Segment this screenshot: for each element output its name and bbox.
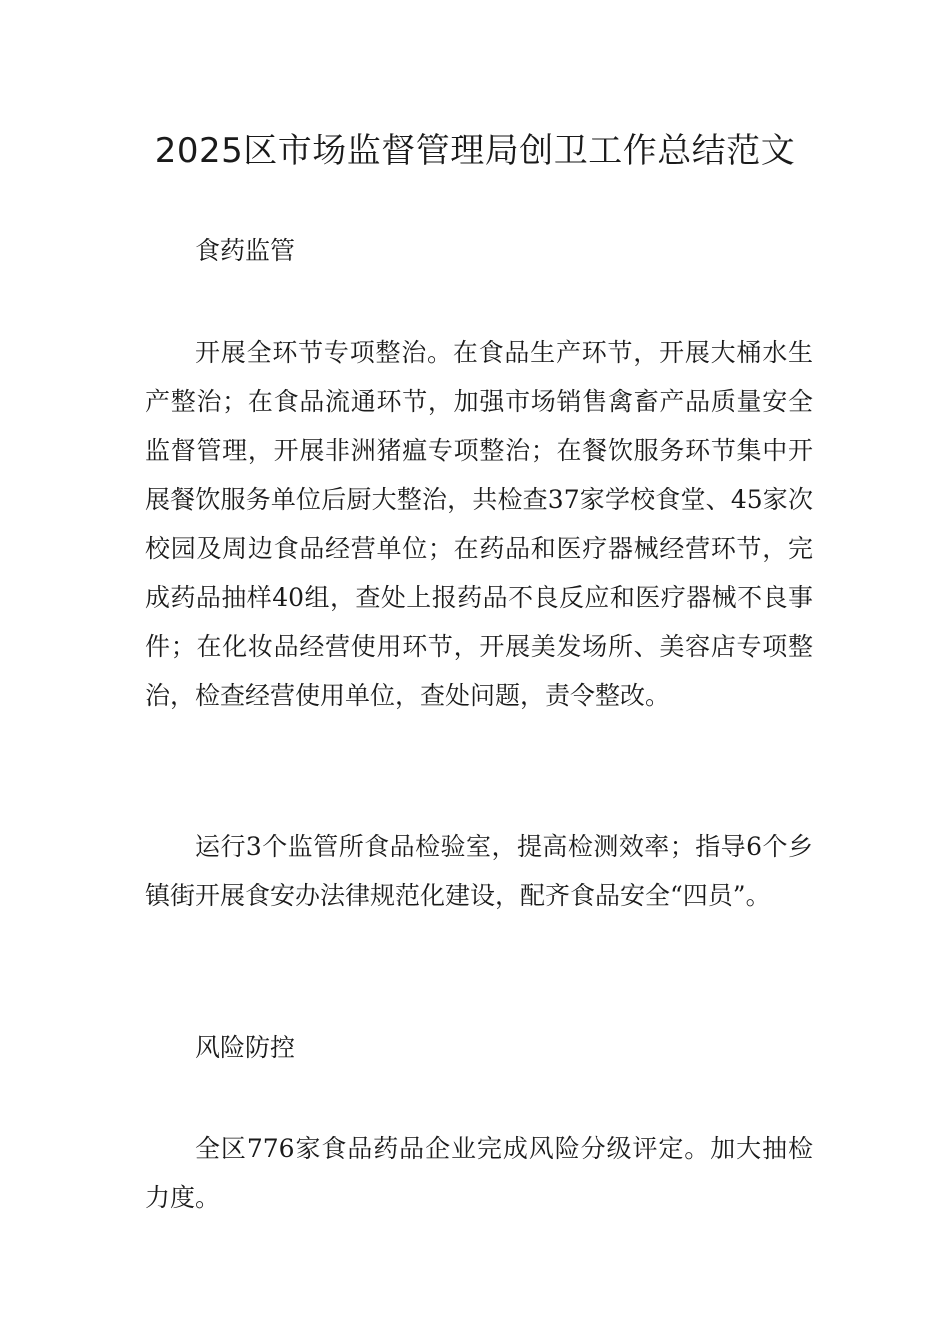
paragraph-risk-grading: 全区776家食品药品企业完成风险分级评定。加大抽检力度。	[145, 1134, 813, 1212]
document-title: 2025区市场监督管理局创卫工作总结范文	[154, 131, 796, 171]
section-heading-food-drug: 食药监管	[195, 236, 296, 265]
section-heading-risk-control: 风险防控	[195, 1033, 296, 1062]
paragraph-special-rectification: 开展全环节专项整治。在食品生产环节，开展大桶水生产整治；在食品流通环节，加强市场销售禽畜产品质量安全监督管理，开展非洲猪瘟专项整治；在餐饮服务环节集中开展餐饮服务单位后厨大整治，共检查37家学校食堂、45家次校园及周边食品经营单位；在药品和医疗器械经营环节，完成药品抽样40组，查处上报药品不良反应和医疗器械不良事件；在化妆品经营使用环节，开展美发场所、美容店专项整治，检查经营使用单位，查处问题，责令整改。	[145, 338, 813, 710]
paragraph-inspection-labs: 运行3个监管所食品检验室，提高检测效率；指导6个乡镇街开展食安办法律规范化建设，配齐食品安全“四员”。	[145, 832, 813, 910]
